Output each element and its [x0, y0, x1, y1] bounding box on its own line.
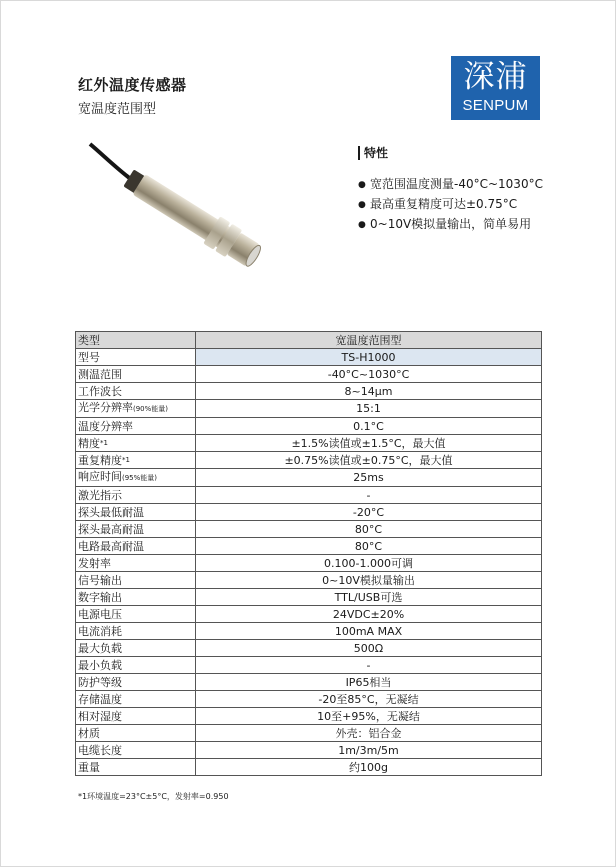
bullet-dot-icon: ● [358, 200, 366, 210]
logo-english-text: SENPUM [462, 97, 529, 114]
spec-label: 数字输出 [76, 589, 196, 606]
spec-value: 8~14μm [196, 383, 542, 400]
spec-header-row [76, 332, 542, 349]
spec-model-row [76, 349, 542, 366]
product-title: 红外温度传感器 [78, 76, 187, 94]
spec-row [76, 674, 542, 691]
spec-value: 约100g [196, 759, 542, 776]
spec-row [76, 538, 542, 555]
spec-label-footnote-mark: *1 [122, 455, 130, 464]
spec-value: 500Ω [196, 640, 542, 657]
spec-row [76, 572, 542, 589]
spec-row [76, 657, 542, 674]
spec-header-label: 类型 [76, 332, 196, 349]
spec-value: 外壳：铝合金 [196, 725, 542, 742]
spec-value: 25ms [196, 469, 542, 487]
spec-row [76, 759, 542, 776]
spec-row [76, 452, 542, 469]
spec-label: 探头最高耐温 [76, 521, 196, 538]
spec-label: 温度分辨率 [76, 418, 196, 435]
spec-row [76, 640, 542, 657]
features-heading: 特性 [358, 146, 388, 160]
spec-label: 存储温度 [76, 691, 196, 708]
spec-value: 24VDC±20% [196, 606, 542, 623]
spec-value: TTL/USB可选 [196, 589, 542, 606]
spec-value: 100mA MAX [196, 623, 542, 640]
spec-label: 响应时间(95%能量) [76, 469, 196, 487]
spec-label-note: (90%能量) [133, 405, 169, 413]
spec-label: 最大负载 [76, 640, 196, 657]
logo-chinese-text: 深浦 [463, 59, 528, 95]
spec-row [76, 623, 542, 640]
spec-row [76, 383, 542, 400]
spec-value: -20°C [196, 504, 542, 521]
bullet-dot-icon: ● [358, 180, 366, 190]
spec-value: 80°C [196, 521, 542, 538]
spec-table [75, 331, 542, 776]
spec-row [76, 708, 542, 725]
spec-value: -40°C~1030°C [196, 366, 542, 383]
spec-row [76, 366, 542, 383]
spec-model-value: TS-H1000 [196, 349, 542, 366]
feature-item: ● 0~10V模拟量输出，简单易用 [358, 214, 543, 234]
spec-row [76, 725, 542, 742]
spec-row [76, 521, 542, 538]
spec-label: 工作波长 [76, 383, 196, 400]
spec-row [76, 400, 542, 418]
spec-row [76, 691, 542, 708]
spec-value: 80°C [196, 538, 542, 555]
product-subtitle: 宽温度范围型 [78, 102, 157, 117]
spec-label: 电流消耗 [76, 623, 196, 640]
spec-value: 0.100-1.000可调 [196, 555, 542, 572]
spec-value: - [196, 657, 542, 674]
features-list [358, 174, 543, 234]
spec-label: 电源电压 [76, 606, 196, 623]
feature-item: ● 宽范围温度测量-40°C~1030°C [358, 174, 543, 194]
spec-row [76, 469, 542, 487]
spec-row [76, 589, 542, 606]
cable [90, 144, 132, 180]
spec-label: 光学分辨率(90%能量) [76, 400, 196, 418]
spec-label-footnote-mark: *1 [100, 438, 108, 447]
spec-label: 重量 [76, 759, 196, 776]
spec-row [76, 487, 542, 504]
spec-row [76, 555, 542, 572]
spec-value: -20至85°C，无凝结 [196, 691, 542, 708]
spec-row [76, 606, 542, 623]
spec-label: 测温范围 [76, 366, 196, 383]
spec-value: 15:1 [196, 400, 542, 418]
spec-label: 信号输出 [76, 572, 196, 589]
product-image [76, 140, 296, 280]
spec-label: 重复精度$^{*1}$ [76, 452, 196, 469]
feature-item: ● 最高重复精度可达±0.75°C [358, 194, 543, 214]
spec-label: 最小负载 [76, 657, 196, 674]
spec-row [76, 504, 542, 521]
spec-label: 防护等级 [76, 674, 196, 691]
footnote: *1环境温度=23°C±5°C，发射率=0.950 [78, 792, 229, 801]
spec-label: 探头最低耐温 [76, 504, 196, 521]
bullet-dot-icon: ● [358, 220, 366, 230]
spec-model-label: 型号 [76, 349, 196, 366]
spec-value: 0.1°C [196, 418, 542, 435]
spec-value: 0~10V模拟量输出 [196, 572, 542, 589]
spec-label: 激光指示 [76, 487, 196, 504]
spec-label: 电缆长度 [76, 742, 196, 759]
spec-label: 电路最高耐温 [76, 538, 196, 555]
spec-value: 1m/3m/5m [196, 742, 542, 759]
spec-value: 10至+95%，无凝结 [196, 708, 542, 725]
senpum-logo [451, 56, 540, 120]
spec-row [76, 742, 542, 759]
spec-row [76, 418, 542, 435]
spec-value: ±1.5%读值或±1.5°C，最大值 [196, 435, 542, 452]
spec-label: 材质 [76, 725, 196, 742]
spec-value: IP65相当 [196, 674, 542, 691]
spec-label: 相对湿度 [76, 708, 196, 725]
spec-header-value: 宽温度范围型 [196, 332, 542, 349]
spec-value: ±0.75%读值或±0.75°C，最大值 [196, 452, 542, 469]
probe-body [120, 164, 265, 271]
spec-row [76, 435, 542, 452]
spec-value: - [196, 487, 542, 504]
spec-label: 发射率 [76, 555, 196, 572]
spec-label-note: (95%能量) [122, 474, 158, 482]
spec-label: 精度$^{*1}$ [76, 435, 196, 452]
